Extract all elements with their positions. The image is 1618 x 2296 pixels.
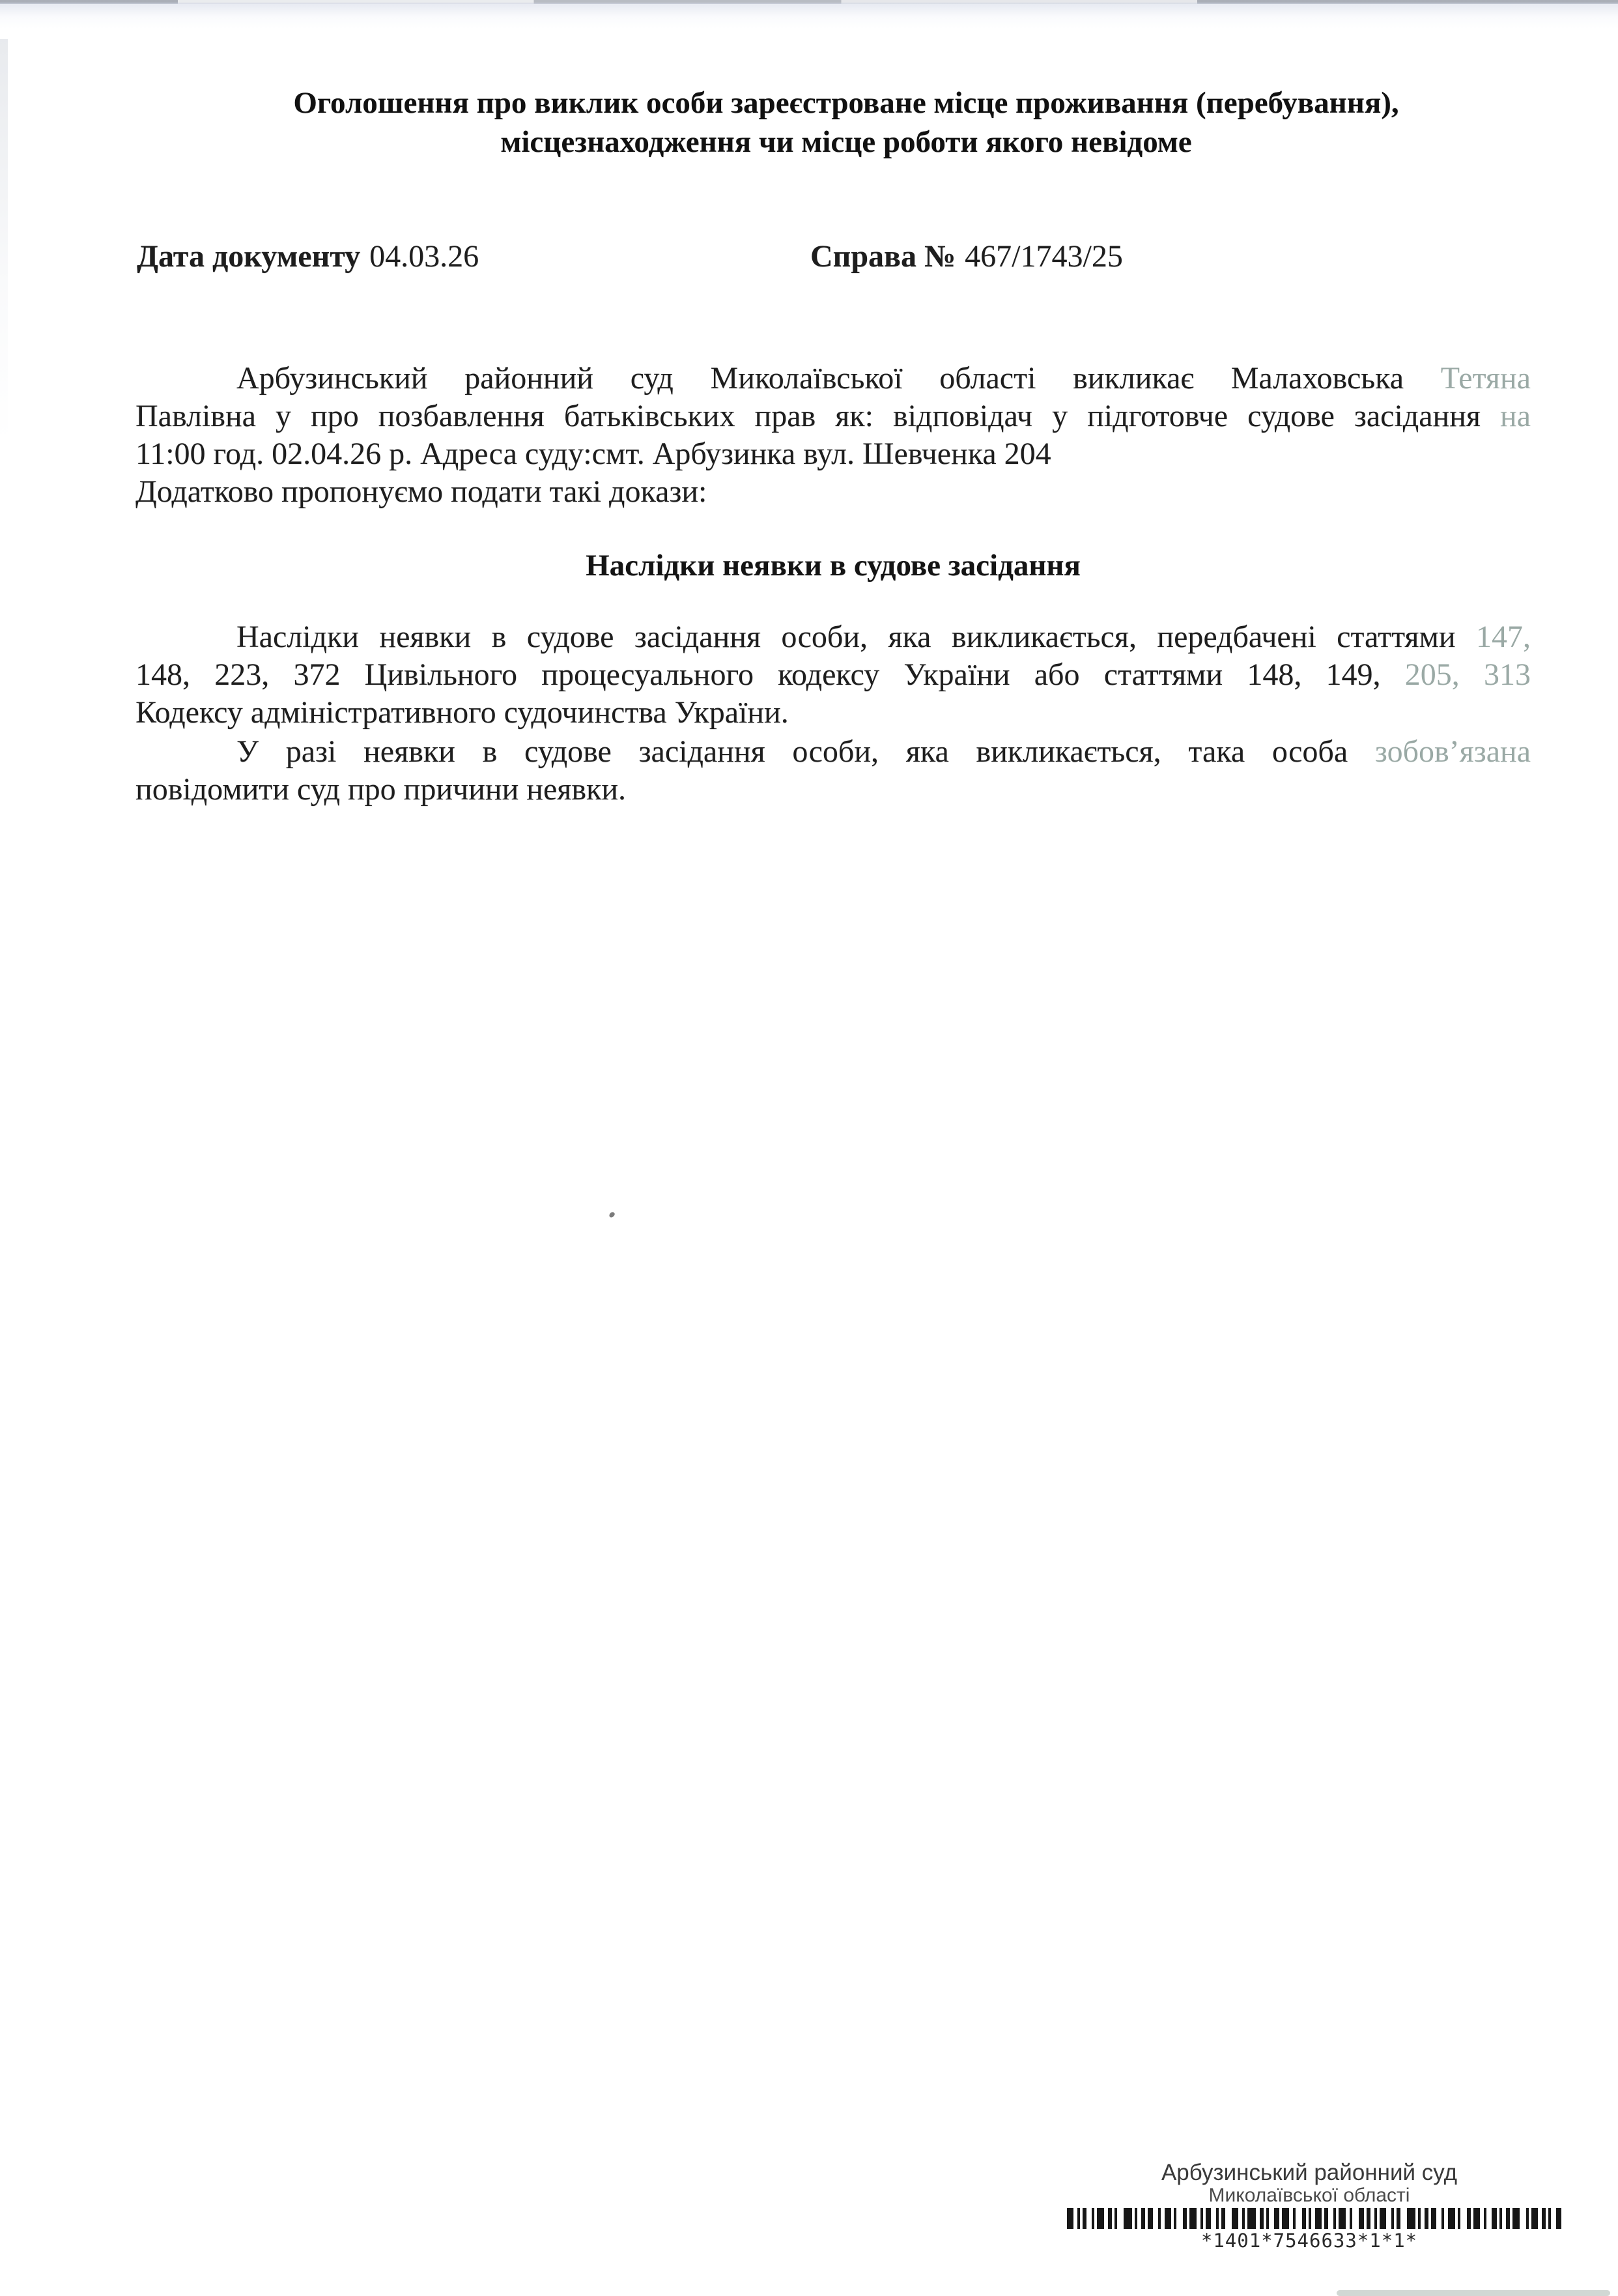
- text-segment: Кодексу адміністративного судочинства України.: [135, 695, 789, 730]
- title-line-1: Оголошення про виклик особи зареєстроване місце проживання (перебування),: [293, 86, 1399, 120]
- text-line: [135, 694, 1531, 732]
- barcode-bar: [1174, 2208, 1176, 2229]
- barcode-bar: [1499, 2208, 1502, 2229]
- paragraph-consequences: [135, 618, 1531, 732]
- date-value: 04.03.26: [369, 239, 479, 274]
- barcode-bar: [1473, 2208, 1480, 2229]
- barcode-bar: [1542, 2208, 1546, 2229]
- barcode-bar: [1484, 2208, 1486, 2229]
- barcode-bar: [1448, 2208, 1455, 2229]
- text-segment: У разі неявки в судове засідання особи, яка викликається, така особа: [236, 734, 1375, 769]
- barcode-bar: [1083, 2208, 1086, 2229]
- barcode-bar: [1302, 2208, 1306, 2229]
- barcode-bar: [1350, 2208, 1352, 2229]
- barcode-bar: [1418, 2208, 1421, 2229]
- paragraph-summons: [135, 360, 1531, 511]
- barcode-bar: [1141, 2208, 1145, 2229]
- barcode-bar: [1431, 2208, 1436, 2229]
- scan-speck-artifact: [608, 1211, 616, 1218]
- barcode-bar: [1232, 2208, 1238, 2229]
- barcode-bar: [1221, 2208, 1225, 2229]
- barcode-bar: [1391, 2208, 1394, 2229]
- barcode-bar: [1077, 2208, 1080, 2229]
- barcode-bar: [1315, 2208, 1322, 2229]
- text-segment: зобов’язана: [1374, 734, 1531, 769]
- barcode-value: *1401*7546633*1*1*: [1200, 2230, 1418, 2252]
- barcode-bar: [1097, 2208, 1104, 2229]
- text-line: [135, 360, 1531, 397]
- text-segment: 205, 313: [1404, 657, 1531, 692]
- document-date: [137, 238, 479, 274]
- barcode-bar: [1374, 2208, 1377, 2229]
- barcode-bar: [1183, 2208, 1187, 2229]
- barcode-bar: [1247, 2208, 1256, 2229]
- barcode: [1067, 2208, 1552, 2229]
- barcode-bar: [1309, 2208, 1311, 2229]
- text-segment: Павлівна у про позбавлення батьківських прав як: відповідач у підготовче судове засідання: [135, 399, 1500, 433]
- barcode-bar: [1324, 2208, 1328, 2229]
- barcode-bar: [1189, 2208, 1197, 2229]
- barcode-bar: [1274, 2208, 1279, 2229]
- case-label: Справа №: [810, 239, 956, 274]
- section-heading: Наслідки неявки в судове засідання: [586, 549, 1081, 582]
- text-line: [135, 435, 1531, 473]
- text-line: [135, 618, 1531, 656]
- barcode-bar: [1135, 2208, 1137, 2229]
- barcode-bar: [1216, 2208, 1219, 2229]
- barcode-bar: [1293, 2208, 1296, 2229]
- case-value: 467/1743/25: [965, 239, 1123, 274]
- barcode-bar: [1266, 2208, 1269, 2229]
- barcode-bar: [1526, 2208, 1529, 2229]
- date-label: Дата документу: [137, 239, 361, 274]
- title-line-2: місцезнаходження чи місце роботи якого невідоме: [500, 125, 1192, 159]
- barcode-bar: [1242, 2208, 1245, 2229]
- text-segment: 148, 223, 372 Цивільного процесуального кодексу України або статтями 148, 149,: [135, 657, 1405, 692]
- barcode-bar: [1531, 2208, 1538, 2229]
- barcode-bar: [1165, 2208, 1171, 2229]
- document-content: [135, 0, 1531, 809]
- text-line: [135, 733, 1531, 771]
- scan-shading-artifact-left: [0, 39, 8, 443]
- barcode-bar: [1441, 2208, 1444, 2229]
- barcode-bar: [1548, 2208, 1551, 2229]
- text-line: [135, 473, 1531, 511]
- barcode-bar: [1512, 2208, 1520, 2229]
- barcode-bar: [1467, 2208, 1471, 2229]
- barcode-bar: [1397, 2208, 1400, 2229]
- court-name: Арбузинський районний суд: [1161, 2160, 1458, 2185]
- meta-row: [135, 238, 1531, 276]
- text-segment: 147,: [1476, 620, 1531, 654]
- barcode-bar: [1206, 2208, 1211, 2229]
- text-segment: 11:00 год. 02.04.26 р. Адреса суду:смт. Арбузинка вул. Шевченка 204: [135, 437, 1051, 471]
- text-line: [135, 397, 1531, 435]
- barcode-bar: [1458, 2208, 1460, 2229]
- court-stamp-block: [1049, 2160, 1570, 2252]
- barcode-bar: [1067, 2208, 1073, 2229]
- barcode-bar: [1425, 2208, 1428, 2229]
- barcode-bar: [1333, 2208, 1336, 2229]
- barcode-bar: [1407, 2208, 1415, 2229]
- barcode-bar: [1260, 2208, 1264, 2229]
- text-line: [135, 771, 1531, 809]
- text-segment: Наслідки неявки в судове засідання особи, яка викликається, передбачені статтями: [236, 620, 1476, 654]
- barcode-bar: [1092, 2208, 1094, 2229]
- barcode-bar: [1339, 2208, 1346, 2229]
- text-segment: на: [1500, 399, 1531, 433]
- text-line: [135, 656, 1531, 694]
- barcode-bar: [1114, 2208, 1117, 2229]
- barcode-bar: [1148, 2208, 1153, 2229]
- case-number: [810, 238, 1123, 274]
- text-segment: Тетяна: [1440, 361, 1531, 395]
- barcode-bar: [1367, 2208, 1370, 2229]
- barcode-bar: [1158, 2208, 1161, 2229]
- barcode-bar: [1506, 2208, 1510, 2229]
- scan-edge-artifact-bottom: [1337, 2290, 1610, 2296]
- barcode-bar: [1359, 2208, 1364, 2229]
- paragraph-obligation: [135, 733, 1531, 809]
- barcode-bar: [1200, 2208, 1203, 2229]
- barcode-bar: [1556, 2208, 1561, 2229]
- barcode-bar: [1124, 2208, 1132, 2229]
- text-segment: Арбузинський районний суд Миколаївської області викликає Малаховська: [236, 361, 1441, 395]
- court-region: Миколаївської області: [1208, 2185, 1410, 2206]
- text-segment: Додатково пропонуємо подати такі докази:: [135, 474, 707, 509]
- barcode-bar: [1380, 2208, 1386, 2229]
- barcode-bar: [1282, 2208, 1289, 2229]
- barcode-bar: [1492, 2208, 1497, 2229]
- document-title: [135, 83, 1531, 162]
- text-segment: повідомити суд про причини неявки.: [135, 772, 626, 807]
- barcode-bar: [1108, 2208, 1112, 2229]
